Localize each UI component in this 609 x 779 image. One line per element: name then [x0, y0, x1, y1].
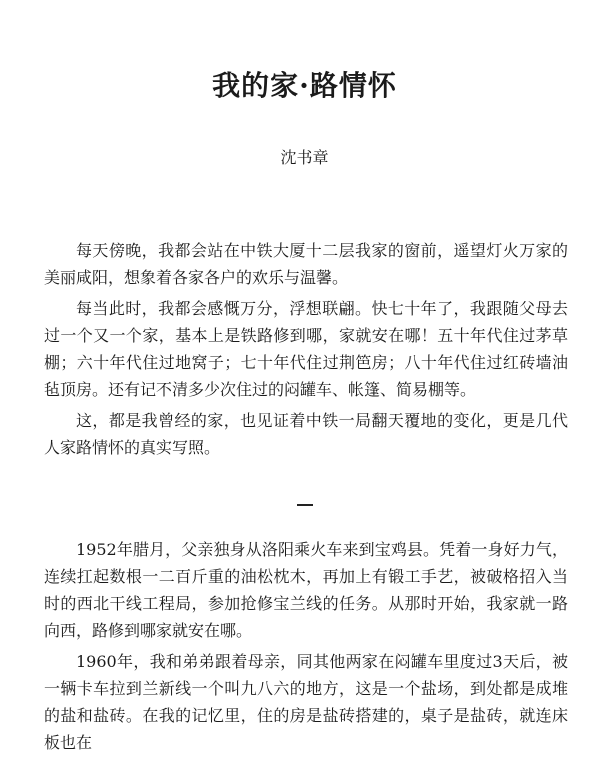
paragraph: 1960年，我和弟弟跟着母亲，同其他两家在闷罐车里度过3天后，被一辆卡车拉到兰新线一个叫九八六的地方，这是一个盐场，到处都是成堆的盐和盐砖。在我的记忆里，住的房是盐砖搭建的，桌子是盐砖，就连床板也在	[44, 652, 568, 752]
section-number	[0, 490, 609, 516]
paragraph: 这，都是我曾经的家，也见证着中铁一局翻天覆地的变化，更是几代人家路情怀的真实写照。	[44, 411, 568, 457]
article-author: 沈书章	[280, 148, 329, 167]
section-divider	[297, 504, 313, 506]
section-one-body	[44, 237, 568, 465]
paragraph: 每当此时，我都会感慨万分，浮想联翩。快七十年了，我跟随父母去过一个又一个家，基本上是铁路修到哪，家就安在哪！五十年代住过茅草棚；六十年代住过地窝子；七十年代住过荆笆房；八十年代住过红砖墙油毡顶房。还有记不清多少次住过的闷罐车、帐篷、简易棚等。	[44, 299, 568, 399]
article-title: 我的家·路情怀	[212, 69, 397, 102]
paragraph: 1952年腊月，父亲独身从洛阳乘火车来到宝鸡县。凭着一身好力气，连续扛起数根一二百斤重的油松枕木，再加上有锻工手艺，被破格招入当时的西北干线工程局，参加抢修宝兰线的任务。从那时开始，我家就一路向西，路修到哪家就安在哪。	[44, 540, 568, 640]
paragraph: 每天傍晚，我都会站在中铁大厦十二层我家的窗前，遥望灯火万家的美丽咸阳，想象着各家各户的欢乐与温馨。	[44, 241, 568, 287]
section-two-body	[44, 536, 568, 760]
